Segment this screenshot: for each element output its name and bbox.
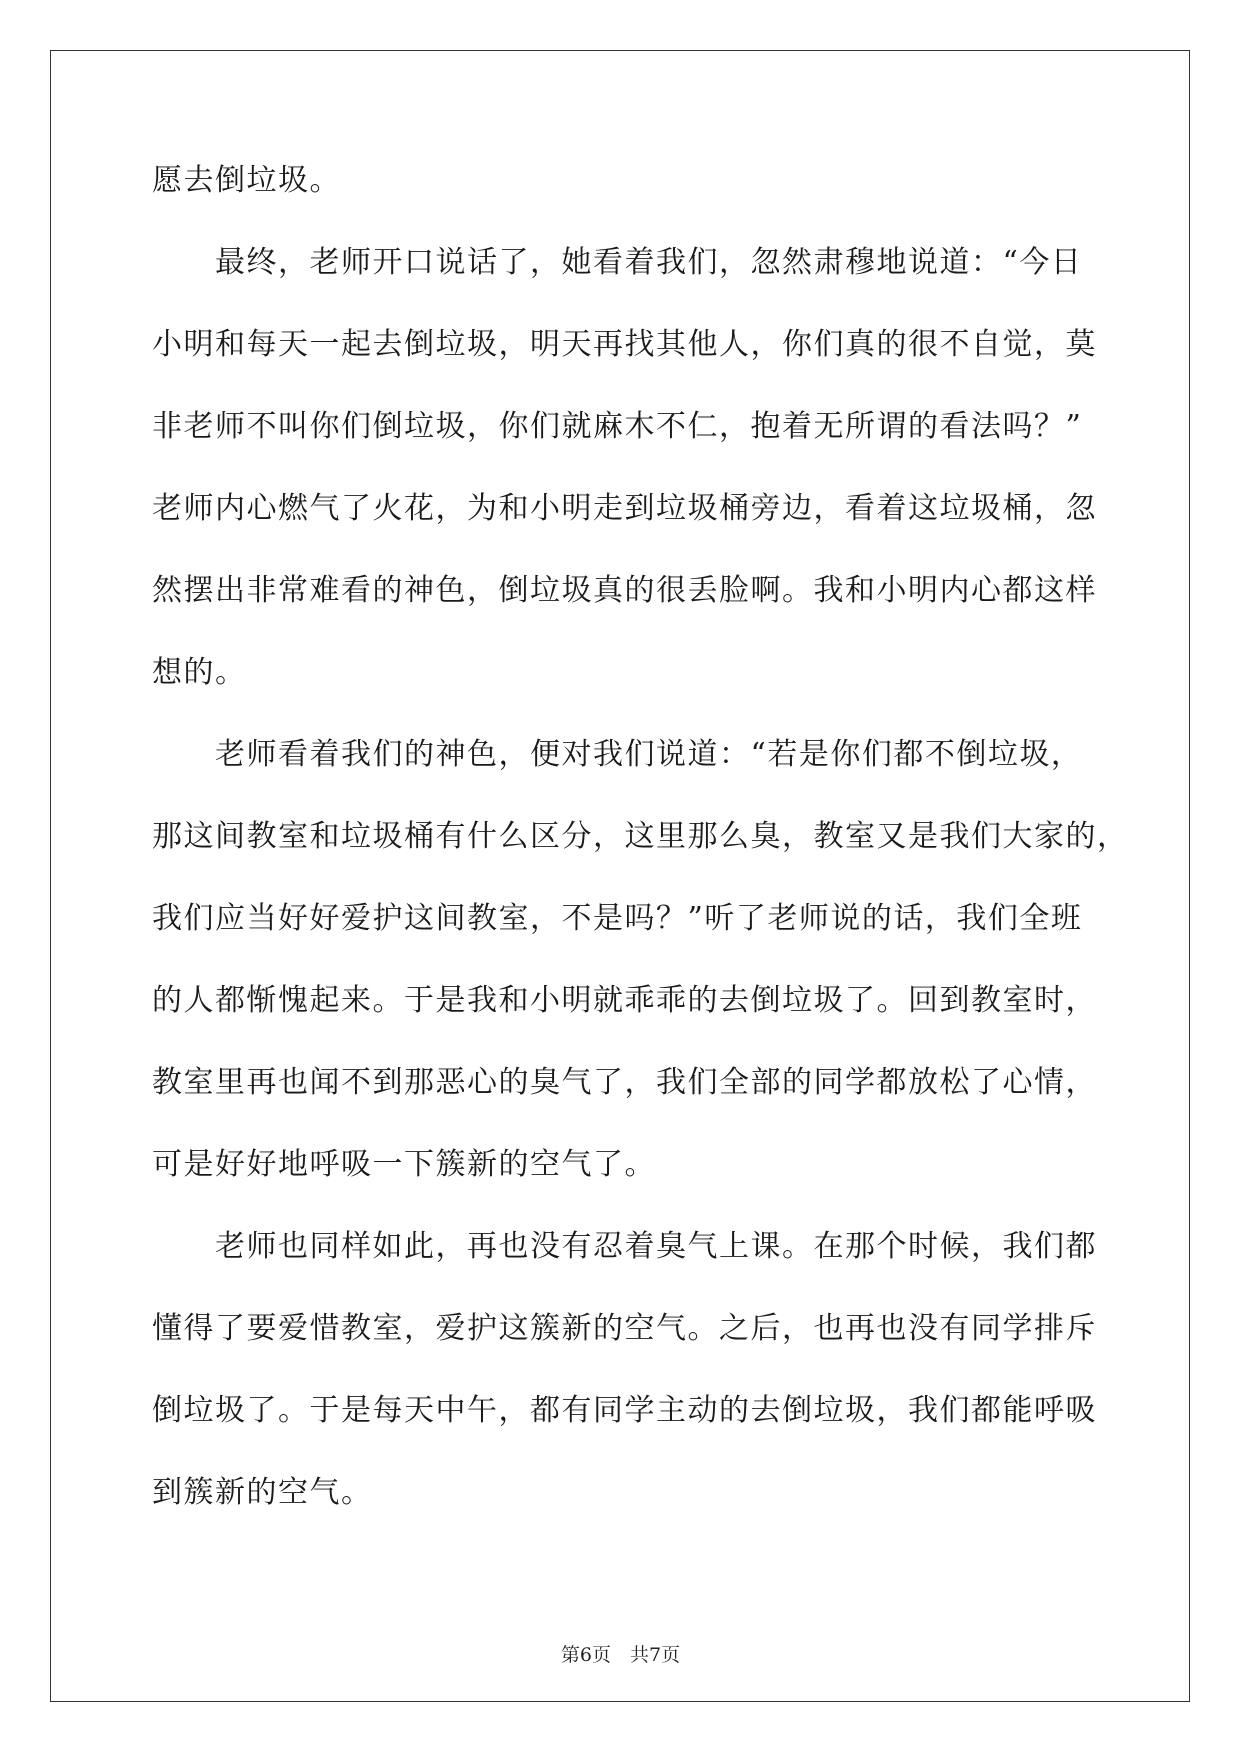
page-number: 第6页 共7页 (560, 1644, 681, 1666)
text-line: 老师内心燃气了火花，为和小明走到垃圾桶旁边，看着这垃圾桶，忽 (152, 491, 1097, 526)
text-line: 可是好好地呼吸一下簇新的空气了。 (152, 1147, 656, 1182)
text-line: 最终，老师开口说话了，她看着我们，忽然肃穆地说道：“今日 (152, 245, 1083, 280)
text-line: 那这间教室和垃圾桶有什么区分，这里那么臭，教室又是我们大家的， (152, 819, 1129, 854)
text-line: 想的。 (152, 655, 247, 690)
text-line: 懂得了要爱惜教室，爱护这簇新的空气。之后，也再也没有同学排斥 (152, 1311, 1097, 1346)
document-body (152, 163, 1129, 1557)
text-line: 我们应当好好爱护这间教室，不是吗？”听了老师说的话，我们全班 (152, 901, 1083, 936)
text-line: 的人都惭愧起来。于是我和小明就乖乖的去倒垃圾了。回到教室时， (152, 983, 1097, 1018)
text-line: 非老师不叫你们倒垃圾，你们就麻木不仁，抱着无所谓的看法吗？” (152, 409, 1083, 444)
text-line: 小明和每天一起去倒垃圾，明天再找其他人，你们真的很不自觉，莫 (152, 327, 1097, 362)
text-line: 然摆出非常难看的神色，倒垃圾真的很丢脸啊。我和小明内心都这样 (152, 573, 1097, 608)
text-line: 教室里再也闻不到那恶心的臭气了，我们全部的同学都放松了心情， (152, 1065, 1097, 1100)
text-line: 老师看着我们的神色，便对我们说道：“若是你们都不倒垃圾， (152, 737, 1083, 772)
text-line: 倒垃圾了。于是每天中午，都有同学主动的去倒垃圾，我们都能呼吸 (152, 1393, 1097, 1428)
text-line: 愿去倒垃圾。 (152, 163, 341, 198)
text-line: 到簇新的空气。 (152, 1475, 373, 1510)
text-line: 老师也同样如此，再也没有忍着臭气上课。在那个时候，我们都 (152, 1229, 1097, 1264)
